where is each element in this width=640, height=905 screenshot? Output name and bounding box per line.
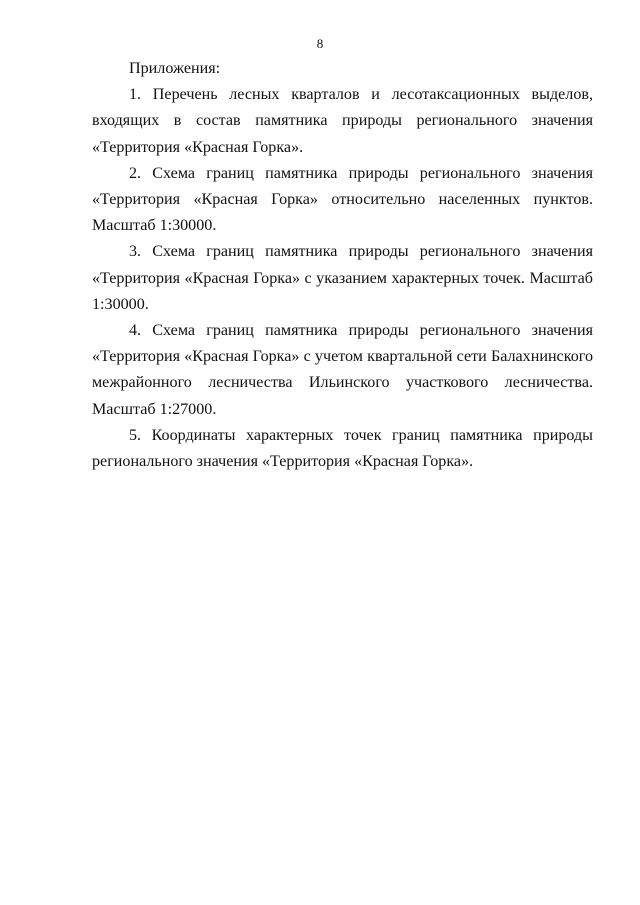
appendix-item-5: 5. Координаты характерных точек границ памятника природы регионального значения «Территория «Красная Горка». [92,426,593,471]
appendix-heading: Приложения: [129,60,221,77]
appendix-item-3: 3. Схема границ памятника природы регионального значения «Территория «Красная Горка» с указанием характерных точек. Масштаб 1:30000. [92,243,593,313]
appendix-item-1: 1. Перечень лесных кварталов и лесотаксационных выделов, входящих в состав памятника природы регионального значения «Территория «Красная Горка». [92,86,593,156]
appendix-item-4: 4. Схема границ памятника природы регионального значения «Территория «Красная Горка» с учетом квартальной сети Балахнинского межрайонного лесничества Ильинского участкового лесничества. Масштаб 1:27000. [92,322,593,418]
appendix-section [92,56,593,475]
appendix-item-2: 2. Схема границ памятника природы регионального значения «Территория «Красная Горка» относительно населенных пунктов. Масштаб 1:30000. [92,164,593,235]
page-number: 8 [316,36,324,51]
